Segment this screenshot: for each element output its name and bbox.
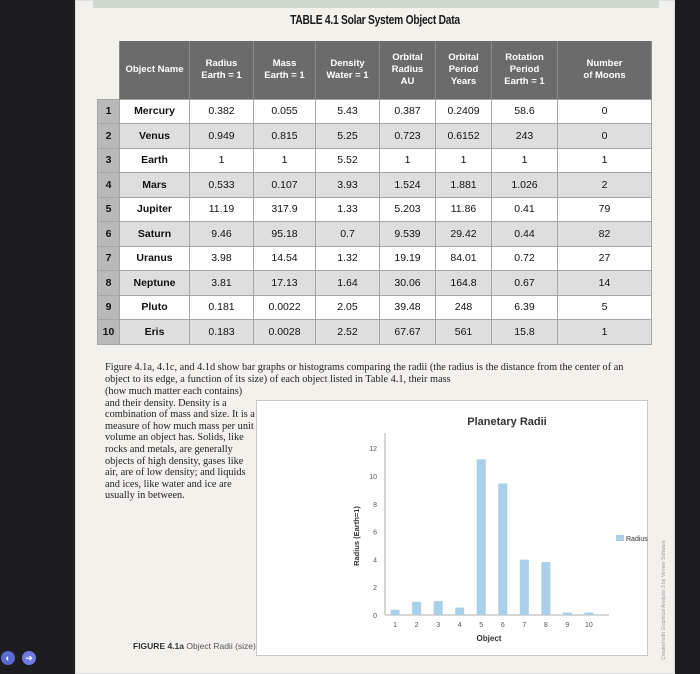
header-band (93, 0, 659, 8)
legend-swatch (616, 535, 624, 541)
x-tick-label: 9 (565, 622, 570, 629)
table-row (98, 173, 652, 198)
x-tick-label: 7 (522, 622, 527, 629)
header-index (98, 41, 120, 99)
nav-forward-icon[interactable]: ➔ (22, 651, 36, 665)
y-tick-label: 2 (373, 585, 377, 593)
data-cell: 5.52 (316, 148, 380, 173)
row-index: 5 (98, 197, 120, 222)
x-tick-label: 1 (393, 622, 398, 629)
row-index: 6 (98, 222, 120, 247)
header-line: Years (450, 75, 477, 87)
table-row (98, 148, 652, 173)
data-cell: 2.52 (316, 320, 380, 345)
object-name-cell: Eris (120, 320, 190, 345)
table-row (98, 295, 652, 320)
header-line: Radius (391, 63, 424, 75)
column-header (120, 41, 190, 99)
data-cell: 0.41 (492, 197, 558, 222)
column-header (190, 41, 254, 99)
data-cell: 0 (558, 99, 652, 124)
bar (541, 562, 550, 615)
data-cell: 82 (558, 222, 652, 247)
data-cell: 0.0028 (254, 320, 316, 345)
data-cell: 17.13 (254, 271, 316, 296)
column-header (316, 41, 380, 99)
row-index: 1 (98, 99, 120, 124)
column-header (492, 41, 558, 99)
chart-credit: Created with Graphical Analysis 3 by Vernier Software (661, 540, 667, 660)
data-cell: 0.723 (380, 124, 436, 149)
data-cell: 95.18 (254, 222, 316, 247)
data-cell: 11.86 (436, 197, 492, 222)
table-header-row (98, 41, 652, 99)
data-cell: 2.05 (316, 295, 380, 320)
data-cell: 1 (436, 148, 492, 173)
table-title: TABLE 4.1 Solar System Object Data (290, 13, 460, 27)
x-tick-label: 3 (436, 622, 441, 629)
data-cell: 1 (380, 148, 436, 173)
data-table (97, 41, 651, 345)
x-tick-label: 8 (543, 622, 548, 629)
data-cell: 317.9 (254, 197, 316, 222)
data-cell: 9.539 (380, 222, 436, 247)
bar (498, 483, 507, 615)
radii-chart (256, 400, 648, 656)
bar (584, 612, 593, 615)
data-cell: 5.43 (316, 99, 380, 124)
data-cell: 11.19 (190, 197, 254, 222)
x-tick-label: 2 (414, 622, 419, 629)
data-cell: 79 (558, 197, 652, 222)
data-cell: 29.42 (436, 222, 492, 247)
column-header (254, 41, 316, 99)
object-name-cell: Saturn (120, 222, 190, 247)
data-cell: 0 (558, 124, 652, 149)
bar (391, 610, 400, 615)
row-index: 4 (98, 173, 120, 198)
data-cell: 27 (558, 246, 652, 271)
data-cell: 14 (558, 271, 652, 296)
bar (563, 612, 572, 615)
data-cell: 0.2409 (436, 99, 492, 124)
row-index: 10 (98, 320, 120, 345)
data-cell: 1 (492, 148, 558, 173)
data-cell: 164.8 (436, 271, 492, 296)
data-cell: 15.8 (492, 320, 558, 345)
header-line: Mass (272, 57, 297, 69)
data-cell: 5.203 (380, 197, 436, 222)
data-cell: 0.387 (380, 99, 436, 124)
table-row (98, 222, 652, 247)
bar (520, 560, 529, 615)
nav-back-icon[interactable]: ◐ (1, 651, 15, 665)
y-axis-label: Radius (Earth=1) (352, 506, 361, 566)
header-line: AU (400, 75, 415, 87)
table-body (98, 99, 652, 344)
side-paragraph: (how much matter each contains) and their density. Density is a combination of mass and size. It is a measure of how much mass per unit volume an object has. Solids, like rocks and metals, are generally objects of high density, gases like air, are of low density; and liquids and ices, like water and ice are usually in between. (105, 386, 255, 502)
header-line: Density (330, 57, 365, 69)
bar (434, 601, 443, 615)
header-line: Earth = 1 (201, 69, 242, 81)
data-cell: 0.44 (492, 222, 558, 247)
bar (412, 602, 421, 615)
data-cell: 1.64 (316, 271, 380, 296)
data-cell: 1.881 (436, 173, 492, 198)
x-axis-label: Object (476, 634, 502, 643)
table-row (98, 246, 652, 271)
bar (455, 608, 464, 615)
row-index: 9 (98, 295, 120, 320)
data-cell: 0.533 (190, 173, 254, 198)
table-row (98, 320, 652, 345)
header-line: Rotation (505, 51, 544, 63)
data-cell: 30.06 (380, 271, 436, 296)
data-cell: 0.0022 (254, 295, 316, 320)
header-line: Water = 1 (326, 69, 369, 81)
header-line: Orbital (448, 51, 479, 63)
x-tick-label: 5 (479, 622, 484, 629)
figure-caption: Figure 4.1a, 4.1c, and 4.1d show bar graphs or histograms comparing the radii (the radius is the distance from the center of an object to its edge, a function of its size) of each object listed in Table 4.1, their mass (105, 362, 624, 385)
object-name-cell: Venus (120, 124, 190, 149)
header-line: Radius (205, 57, 238, 69)
y-tick-label: 8 (373, 501, 377, 509)
header-line: Earth = 1 (504, 75, 545, 87)
data-cell: 5.25 (316, 124, 380, 149)
data-cell: 84.01 (436, 246, 492, 271)
bar (477, 459, 486, 615)
data-cell: 0.7 (316, 222, 380, 247)
data-cell: 1.524 (380, 173, 436, 198)
chart-title: Planetary Radii (467, 416, 547, 428)
chart-svg (257, 401, 649, 657)
data-cell: 0.949 (190, 124, 254, 149)
object-name-cell: Earth (120, 148, 190, 173)
x-tick-label: 6 (500, 622, 505, 629)
data-cell: 39.48 (380, 295, 436, 320)
object-name-cell: Uranus (120, 246, 190, 271)
object-name-cell: Pluto (120, 295, 190, 320)
data-cell: 19.19 (380, 246, 436, 271)
data-cell: 2 (558, 173, 652, 198)
data-cell: 0.72 (492, 246, 558, 271)
y-tick-label: 0 (373, 613, 377, 620)
data-cell: 5 (558, 295, 652, 320)
figure-note-text: Object Radii (size) (186, 641, 256, 651)
data-cell: 0.183 (190, 320, 254, 345)
data-cell: 243 (492, 124, 558, 149)
data-cell: 561 (436, 320, 492, 345)
header-line: Earth = 1 (264, 69, 305, 81)
object-name-cell: Jupiter (120, 197, 190, 222)
data-cell: 9.46 (190, 222, 254, 247)
data-cell: 1 (254, 148, 316, 173)
textbook-page (75, 0, 675, 674)
data-cell: 248 (436, 295, 492, 320)
data-cell: 3.81 (190, 271, 254, 296)
header-line: Orbital (392, 51, 423, 63)
data-cell: 1 (558, 320, 652, 345)
header-line: Number (586, 57, 623, 69)
row-index: 8 (98, 271, 120, 296)
header-line: Period (448, 63, 479, 75)
object-name-cell: Neptune (120, 271, 190, 296)
data-cell: 1.026 (492, 173, 558, 198)
table-row (98, 99, 652, 124)
object-name-cell: Mars (120, 173, 190, 198)
data-cell: 0.055 (254, 99, 316, 124)
header-line: Period (509, 63, 540, 75)
column-header (558, 41, 652, 99)
x-tick-label: 4 (457, 622, 462, 629)
data-cell: 14.54 (254, 246, 316, 271)
data-cell: 1.32 (316, 246, 380, 271)
data-cell: 0.382 (190, 99, 254, 124)
column-header (436, 41, 492, 99)
legend-label: Radius (626, 536, 648, 543)
figure-note-label: FIGURE 4.1a (133, 641, 185, 651)
data-cell: 1 (190, 148, 254, 173)
object-name-cell: Mercury (120, 99, 190, 124)
data-cell: 3.93 (316, 173, 380, 198)
data-cell: 6.39 (492, 295, 558, 320)
data-cell: 0.181 (190, 295, 254, 320)
table-row (98, 271, 652, 296)
table-row (98, 197, 652, 222)
table-row (98, 124, 652, 149)
header-line: Object Name (125, 63, 184, 75)
row-index: 7 (98, 246, 120, 271)
y-tick-label: 6 (373, 529, 377, 537)
x-tick-label: 10 (585, 622, 593, 629)
data-cell: 58.6 (492, 99, 558, 124)
y-tick-label: 10 (369, 473, 377, 481)
data-cell: 3.98 (190, 246, 254, 271)
data-cell: 67.67 (380, 320, 436, 345)
row-index: 3 (98, 148, 120, 173)
y-tick-label: 12 (369, 446, 377, 454)
data-cell: 0.107 (254, 173, 316, 198)
header-line: of Moons (583, 69, 626, 81)
data-cell: 1.33 (316, 197, 380, 222)
data-cell: 1 (558, 148, 652, 173)
figure-note (133, 641, 256, 651)
data-cell: 0.6152 (436, 124, 492, 149)
data-cell: 0.815 (254, 124, 316, 149)
column-header (380, 41, 436, 99)
y-tick-label: 4 (373, 557, 377, 565)
data-cell: 0.67 (492, 271, 558, 296)
row-index: 2 (98, 124, 120, 149)
